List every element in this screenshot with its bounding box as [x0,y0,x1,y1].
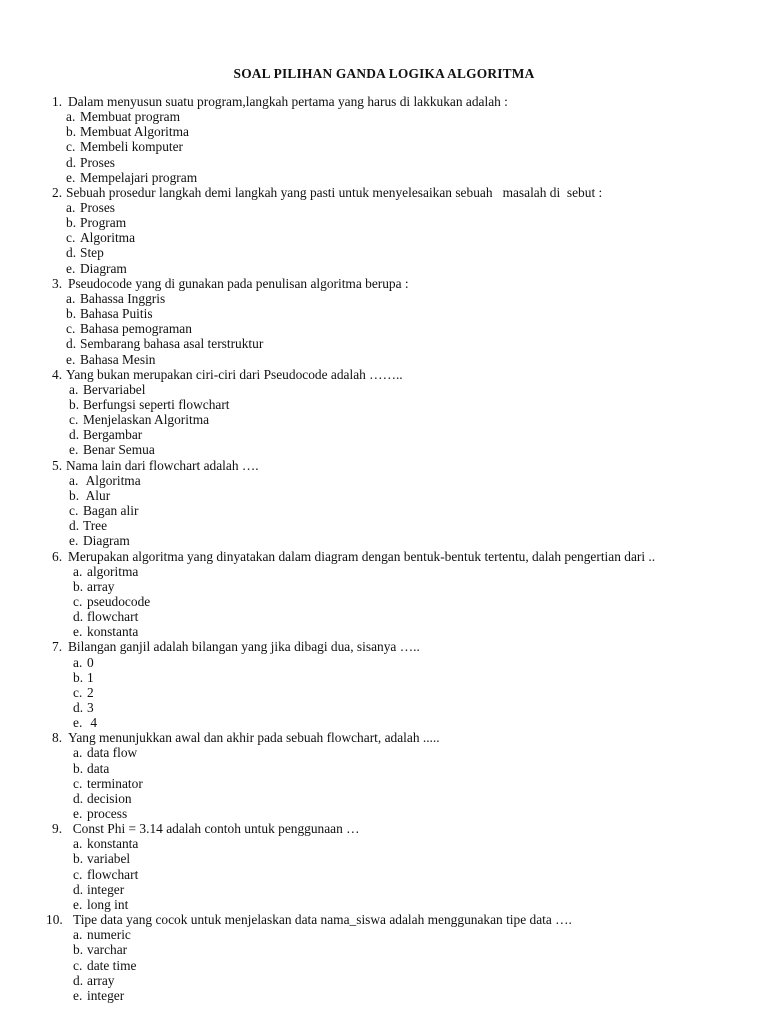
option-letter: a. [73,836,83,852]
option-letter: b. [73,851,84,867]
option-text: algoritma [87,563,139,579]
option-letter: e. [66,351,76,367]
answer-option-d [0,245,768,260]
question-text: Dalam menyusun suatu program,langkah pertama yang harus di lakkukan adalah : [68,94,508,109]
answer-option-c [0,685,768,700]
question-text: Nama lain dari flowchart adalah …. [66,457,259,473]
option-text: data flow [87,745,138,761]
question-3 [0,276,768,367]
option-letter: c. [69,412,79,428]
question-5 [0,458,768,549]
option-letter: b. [73,669,84,685]
answer-option-d [0,427,768,442]
option-text: Bahassa Inggris [80,290,166,306]
option-text: Proses [80,200,115,216]
page-title: SOAL PILIHAN GANDA LOGIKA ALGORITMA [233,66,535,81]
answer-option-d [0,518,768,533]
answer-option-e [0,715,768,730]
option-text: pseudocode [87,593,151,609]
answer-option-e [0,261,768,276]
option-letter: d. [69,427,80,443]
question-6 [0,549,768,640]
answer-option-e [0,624,768,639]
answer-option-b [0,761,768,776]
option-letter: b. [69,396,80,412]
answer-option-b [0,942,768,957]
option-letter: c. [69,503,79,519]
option-letter: e. [73,715,83,731]
option-letter: b. [73,942,84,958]
option-text: Tree [83,518,108,534]
question-text: Bilangan ganjil adalah bilangan yang jika dibagi dua, sisanya ….. [68,639,420,655]
option-letter: a. [69,472,79,488]
question-number: 10. [46,912,63,928]
option-letter: a. [73,654,83,670]
answer-option-d [0,973,768,988]
question-number: 7. [52,639,63,655]
option-text: Membeli komputer [80,139,184,155]
question-text: Yang menunjukkan awal dan akhir pada sebuah flowchart, adalah ..... [68,730,440,746]
answer-option-b [0,488,768,503]
option-text: Alur [83,487,111,503]
option-letter: c. [66,230,76,246]
question-stem [0,912,768,927]
option-text: date time [87,957,137,973]
answer-option-d [0,609,768,624]
question-stem [0,639,768,654]
option-letter: a. [66,200,76,216]
answer-option-a [0,291,768,306]
question-stem [0,458,768,473]
option-text: konstanta [87,624,139,640]
answer-option-b [0,124,768,139]
question-10 [0,912,768,1003]
answer-option-e [0,988,768,1003]
answer-option-c [0,503,768,518]
option-letter: e. [69,442,79,458]
option-text: Bagan alir [83,503,139,519]
option-letter: e. [66,260,76,276]
question-text: Sebuah prosedur langkah demi langkah yang pasti untuk menyelesaikan sebuah masalah di sebut : [66,184,603,200]
option-text: 2 [87,684,94,700]
option-letter: e. [69,533,79,549]
option-text: flowchart [87,609,139,625]
option-text: varchar [87,942,128,958]
answer-option-a [0,655,768,670]
question-number: 5. [52,457,63,473]
answer-option-a [0,745,768,760]
answer-option-a [0,473,768,488]
option-letter: d. [73,699,84,715]
option-letter: a. [66,290,76,306]
answer-option-b [0,579,768,594]
question-stem [0,821,768,836]
option-text: Sembarang bahasa asal terstruktur [80,336,264,352]
option-letter: b. [73,760,84,776]
option-text: Bahasa pemograman [80,321,192,337]
option-text: Diagram [83,533,130,549]
answer-option-e [0,533,768,548]
option-text: Membuat program [80,109,181,125]
option-letter: e. [73,896,83,912]
option-text: numeric [87,927,131,943]
answer-option-b [0,215,768,230]
option-letter: e. [73,806,83,821]
option-letter: b. [66,124,77,140]
answer-option-a [0,927,768,942]
option-letter: a. [69,381,79,397]
option-text: Diagram [80,260,127,276]
question-number: 9. [52,821,63,837]
option-text: Berfungsi seperti flowchart [83,396,230,412]
answer-option-e [0,806,768,821]
answer-option-c [0,321,768,336]
question-number: 6. [52,548,63,564]
answer-option-d [0,336,768,351]
option-letter: d. [66,245,77,261]
option-text: Step [80,245,104,261]
answer-option-e [0,897,768,912]
option-letter: c. [73,957,83,973]
answer-option-d [0,882,768,897]
answer-option-c [0,867,768,882]
question-text: Pseudocode yang di gunakan pada penulisan algoritma berupa : [68,275,409,291]
question-9 [0,821,768,912]
answer-option-a [0,564,768,579]
option-letter: d. [73,881,84,897]
answer-option-b [0,397,768,412]
option-text: konstanta [87,836,139,852]
option-text: array [87,578,115,594]
option-letter: a. [66,109,76,125]
option-letter: d. [73,609,84,625]
answer-option-c [0,412,768,427]
option-text: Bervariabel [83,381,146,397]
option-letter: b. [66,215,77,231]
question-1 [0,94,768,185]
option-text: 1 [87,669,94,685]
option-text: integer [87,987,125,1003]
question-stem [0,367,768,382]
question-number: 4. [52,366,63,382]
answer-option-c [0,230,768,245]
option-letter: d. [66,336,77,352]
option-text: long int [87,896,129,912]
option-text: Mempelajari program [80,169,198,185]
option-letter: e. [73,624,83,640]
answer-option-e [0,352,768,367]
option-text: 0 [87,654,94,670]
answer-option-a [0,382,768,397]
option-letter: c. [73,775,83,791]
option-text: 3 [87,699,94,715]
option-text: Proses [80,154,115,170]
question-stem [0,94,768,109]
option-letter: a. [73,563,83,579]
option-letter: c. [66,139,76,155]
answer-option-c [0,776,768,791]
option-text: flowchart [87,866,139,882]
answer-option-a [0,836,768,851]
question-stem [0,730,768,745]
option-letter: e. [66,169,76,185]
option-letter: d. [73,790,84,806]
question-text: Tipe data yang cocok untuk menjelaskan data nama_siswa adalah menggunakan tipe data …. [73,912,572,928]
option-text: Benar Semua [83,442,155,458]
question-text: Yang bukan merupakan ciri-ciri dari Pseudocode adalah …….. [66,366,403,382]
question-number: 8. [52,730,63,746]
question-stem [0,185,768,200]
option-text: array [87,972,115,988]
answer-option-d [0,155,768,170]
answer-option-c [0,958,768,973]
question-text: Merupakan algoritma yang dinyatakan dalam diagram dengan bentuk-bentuk tertentu, dalah pengertian dari .. [68,548,656,564]
question-stem [0,549,768,564]
option-text: Membuat Algoritma [80,124,189,140]
option-letter: c. [73,593,83,609]
option-text: 4 [87,715,98,731]
option-text: Algoritma [80,230,136,246]
question-4 [0,367,768,458]
option-letter: a. [73,927,83,943]
answer-option-d [0,700,768,715]
option-text: data [87,760,110,776]
option-letter: e. [73,987,83,1003]
question-text: Const Phi = 3.14 adalah contoh untuk penggunaan … [66,821,360,837]
option-text: process [87,806,128,821]
option-letter: c. [73,684,83,700]
option-text: terminator [87,775,143,791]
answer-option-b [0,851,768,866]
answer-option-e [0,442,768,457]
question-2 [0,185,768,276]
option-text: Bergambar [83,427,143,443]
option-text: Program [80,215,127,231]
option-letter: b. [66,306,77,322]
answer-option-c [0,139,768,154]
question-number: 3. [52,275,63,291]
option-letter: d. [73,972,84,988]
option-letter: c. [66,321,76,337]
option-text: decision [87,790,132,806]
option-letter: c. [73,866,83,882]
option-text: Menjelaskan Algoritma [83,412,210,428]
answer-option-a [0,109,768,124]
answer-option-e [0,170,768,185]
question-number: 2. [52,184,63,200]
option-text: Bahasa Puitis [80,306,153,322]
option-text: integer [87,881,125,897]
option-letter: d. [69,518,80,534]
answer-option-b [0,670,768,685]
answer-option-b [0,306,768,321]
question-number: 1. [52,94,63,109]
option-letter: a. [73,745,83,761]
question-8 [0,730,768,821]
question-7 [0,639,768,730]
option-text: Bahasa Mesin [80,351,156,367]
option-letter: b. [69,487,80,503]
option-text: Algoritma [83,472,141,488]
option-letter: d. [66,154,77,170]
option-text: variabel [87,851,131,867]
option-letter: b. [73,578,84,594]
answer-option-a [0,200,768,215]
answer-option-c [0,594,768,609]
answer-option-d [0,791,768,806]
question-stem [0,276,768,291]
